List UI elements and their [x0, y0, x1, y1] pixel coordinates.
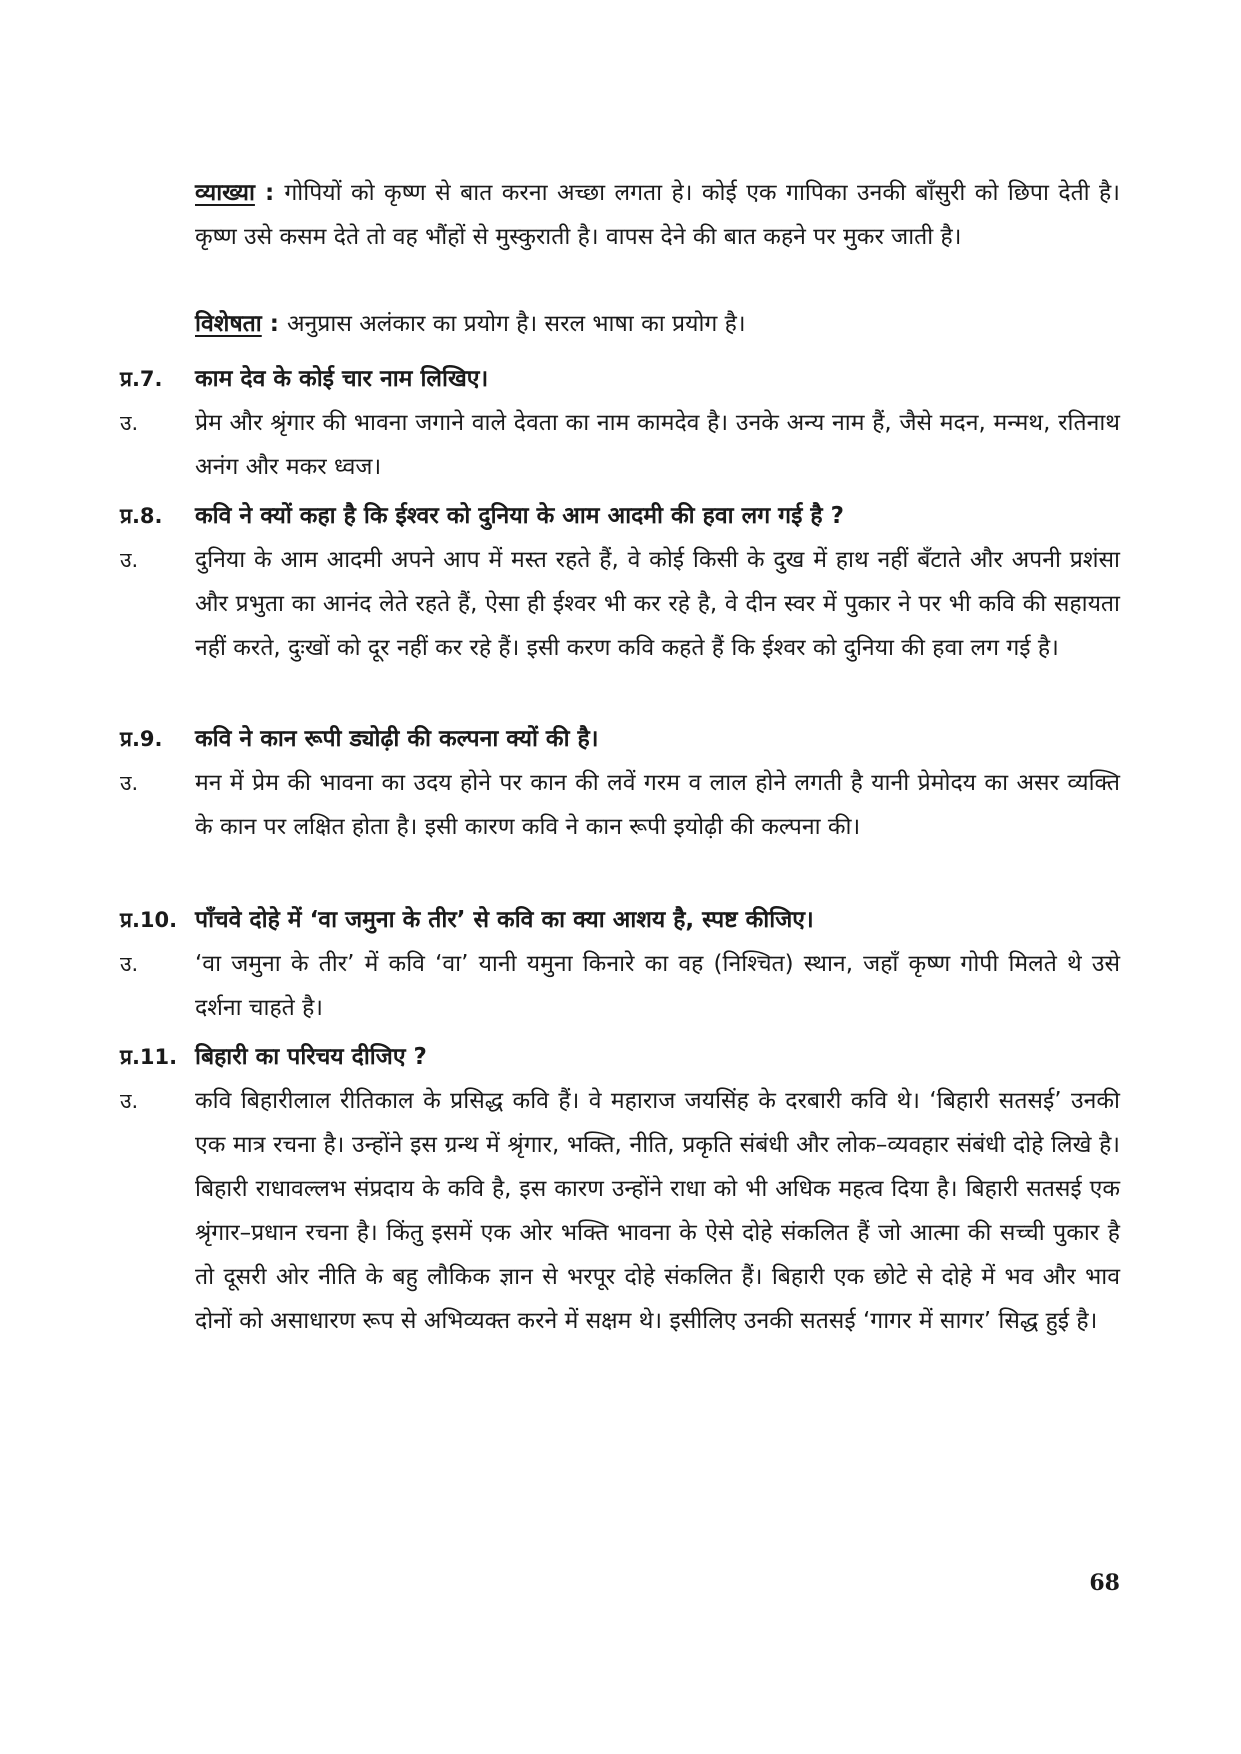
question-number: प्र.7.	[120, 367, 163, 391]
page-number: 68	[1089, 1570, 1120, 1596]
qa-item-10	[120, 898, 1120, 1030]
question-row	[120, 898, 1120, 942]
qa-item-9	[120, 717, 1120, 849]
answer-marker: उ.	[120, 411, 139, 435]
answer-marker: उ.	[120, 771, 139, 795]
answer-marker: उ.	[120, 952, 139, 976]
question-number: प्र.10.	[120, 908, 178, 932]
question-row	[120, 717, 1120, 761]
question-number: प्र.9.	[120, 727, 163, 751]
answer-text: प्रेम और श्रृंगार की भावना जगाने वाले देवता का नाम कामदेव है। उनके अन्य नाम हैं, जैसे मदन, मन्मथ, रतिनाथ अनंग और मकर ध्वज।	[195, 410, 1120, 480]
question-text: कवि ने क्यों कहा है कि ईश्वर को दुनिया के आम आदमी की हवा लग गई है ?	[195, 503, 844, 529]
vyakhya-section	[195, 171, 1120, 259]
answer-row	[120, 761, 1120, 849]
answer-row	[120, 942, 1120, 1030]
question-text: पाँचवे दोहे में ‘वा जमुना के तीर’ से कवि का क्या आशय है, स्पष्ट कीजिए।	[195, 907, 814, 933]
question-row	[120, 494, 1120, 538]
question-text: कवि ने कान रूपी ड्योढ़ी की कल्पना क्यों की है।	[195, 726, 599, 752]
answer-text: कवि बिहारीलाल रीतिकाल के प्रसिद्ध कवि हैं। वे महाराज जयसिंह के दरबारी कवि थे। ‘बिहारी सतसई’ उनकी एक मात्र रचना है। उन्होंने इस ग्रन्थ में श्रृंगार, भक्ति, नीति, प्रकृति संबंधी और लोक–व्यवहार संबंधी दोहे लिखे है। बिहारी राधावल्लभ संप्रदाय के कवि है, इस कारण उन्होंने राधा को भी अधिक महत्व दिया है। बिहारी सतसई एक श्रृंगार–प्रधान रचना है। किंतु इसमें एक ओर भक्ति भावना के ऐसे दोहे संकलित हैं जो आत्मा की सच्ची पुकार है तो दूसरी ओर नीति के बहु लौकिक ज्ञान से भरपूर दोहे संकलित हैं। बिहारी एक छोटे से दोहे में भव और भाव दोनों को असाधारण रूप से अभिव्यक्त करने में सक्षम थे। इसीलिए उनकी सतसई ‘गागर में सागर’ सिद्ध हुई है।	[195, 1088, 1120, 1334]
visheshta-text: अनुप्रास अलंकार का प्रयोग है। सरल भाषा का प्रयोग है।	[286, 311, 746, 337]
answer-row	[120, 401, 1120, 489]
answer-row	[120, 1079, 1120, 1343]
answer-text: ‘वा जमुना के तीर’ में कवि ‘वा’ यानी यमुना किनारे का वह (निश्चित) स्थान, जहाँ कृष्ण गोपी मिलते थे उसे दर्शना चाहते है।	[195, 951, 1120, 1021]
vyakhya-colon: :	[254, 180, 285, 206]
answer-text: मन में प्रेम की भावना का उदय होने पर कान की लवें गरम व लाल होने लगती है यानी प्रेमोदय का असर व्यक्ति के कान पर लक्षित होता है। इसी कारण कवि ने कान रूपी इयोढ़ी की कल्पना की।	[195, 770, 1120, 840]
visheshta-colon: :	[261, 311, 287, 337]
vyakhya-paragraph	[195, 171, 1120, 259]
answer-marker: उ.	[120, 1089, 139, 1113]
visheshta-section	[195, 302, 1120, 346]
vyakhya-text: गोपियों को कृष्ण से बात करना अच्छा लगता हे। कोई एक गापिका उनकी बाँसुरी को छिपा देती है। कृष्ण उसे कसम देते तो वह भौंहों से मुस्कुराती है। वापस देने की बात कहने पर मुकर जाती है।	[195, 180, 1120, 250]
qa-item-8	[120, 494, 1120, 670]
question-text: काम देव के कोई चार नाम लिखिए।	[195, 366, 489, 392]
question-row	[120, 357, 1120, 401]
qa-item-7	[120, 357, 1120, 489]
question-text: बिहारी का परिचय दीजिए ?	[195, 1044, 427, 1070]
qa-item-11	[120, 1035, 1120, 1343]
answer-text: दुनिया के आम आदमी अपने आप में मस्त रहते हैं, वे कोई किसी के दुख में हाथ नहीं बँटाते और अपनी प्रशंसा और प्रभुता का आनंद लेते रहते हैं, ऐसा ही ईश्वर भी कर रहे है, वे दीन स्वर में पुकार ने पर भी कवि की सहायता नहीं करते, दुःखों को दूर नहीं कर रहे हैं। इसी करण कवि कहते हैं कि ईश्वर को दुनिया की हवा लग गई है।	[195, 547, 1120, 661]
answer-row	[120, 538, 1120, 670]
vyakhya-label: व्याख्या	[195, 180, 255, 206]
question-number: प्र.11.	[120, 1045, 178, 1069]
question-row	[120, 1035, 1120, 1079]
visheshta-label: विशेषता	[195, 311, 262, 337]
question-number: प्र.8.	[120, 504, 163, 528]
visheshta-paragraph	[195, 302, 1120, 346]
answer-marker: उ.	[120, 548, 139, 572]
